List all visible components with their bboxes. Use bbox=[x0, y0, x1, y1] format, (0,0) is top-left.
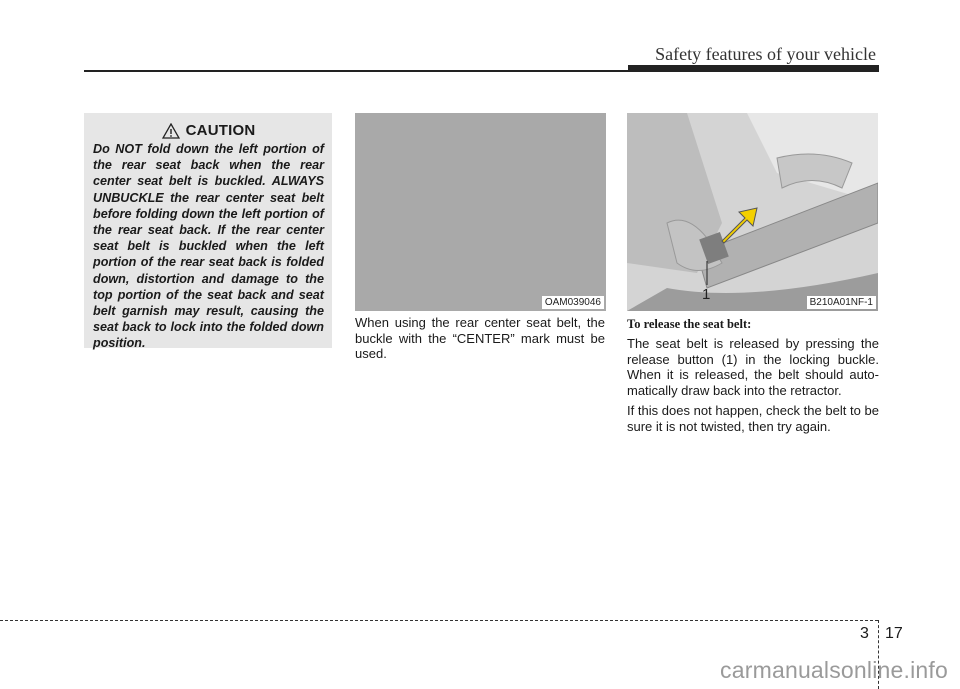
footer-rule bbox=[0, 620, 878, 621]
release-heading: To release the seat belt: bbox=[627, 317, 752, 331]
header-title: Safety features of your vehicle bbox=[655, 44, 876, 64]
page-number: 17 bbox=[885, 625, 903, 642]
figure-code: B210A01NF-1 bbox=[807, 296, 876, 309]
figure-release-buckle bbox=[627, 113, 878, 311]
release-button-callout: 1 bbox=[702, 286, 711, 303]
center-belt-note: When using the rear center seat belt, the buckle with the “CENTER” mark must be used. bbox=[355, 315, 605, 361]
warning-triangle-icon bbox=[162, 123, 180, 139]
caution-title: CAUTION bbox=[185, 122, 256, 139]
release-paragraph-1: The seat belt is released by pressing the release button (1) in the locking buckle. When it is released, the belt should auto-matically draw back into the retractor. bbox=[627, 336, 879, 398]
caution-box bbox=[84, 113, 332, 351]
chapter-number: 3 bbox=[860, 625, 869, 642]
buckle-illustration bbox=[627, 113, 878, 311]
figure-code: OAM039046 bbox=[542, 296, 604, 309]
header-rule bbox=[84, 70, 879, 72]
figure-center-seat-belt bbox=[355, 113, 606, 311]
caution-text: Do NOT fold down the left portion of the rear seat back when the rear center seat belt is buckled. ALWAYS UNBUCKLE the rear center seat belt before folding down the left portion of the rear seat back. If the rear center seat belt is buckled when the left portion of the rear seat back is folded down, distortion and damage to the top portion of the seat back and seat belt garnish may result, causing the seat back to lock into the folded down position. bbox=[93, 142, 324, 351]
release-paragraph-2: If this does not happen, check the belt to be sure it is not twisted, then try again. bbox=[627, 403, 879, 434]
caution-header bbox=[93, 122, 324, 139]
watermark: carmanualsonline.info bbox=[720, 657, 948, 683]
release-section bbox=[627, 317, 879, 439]
